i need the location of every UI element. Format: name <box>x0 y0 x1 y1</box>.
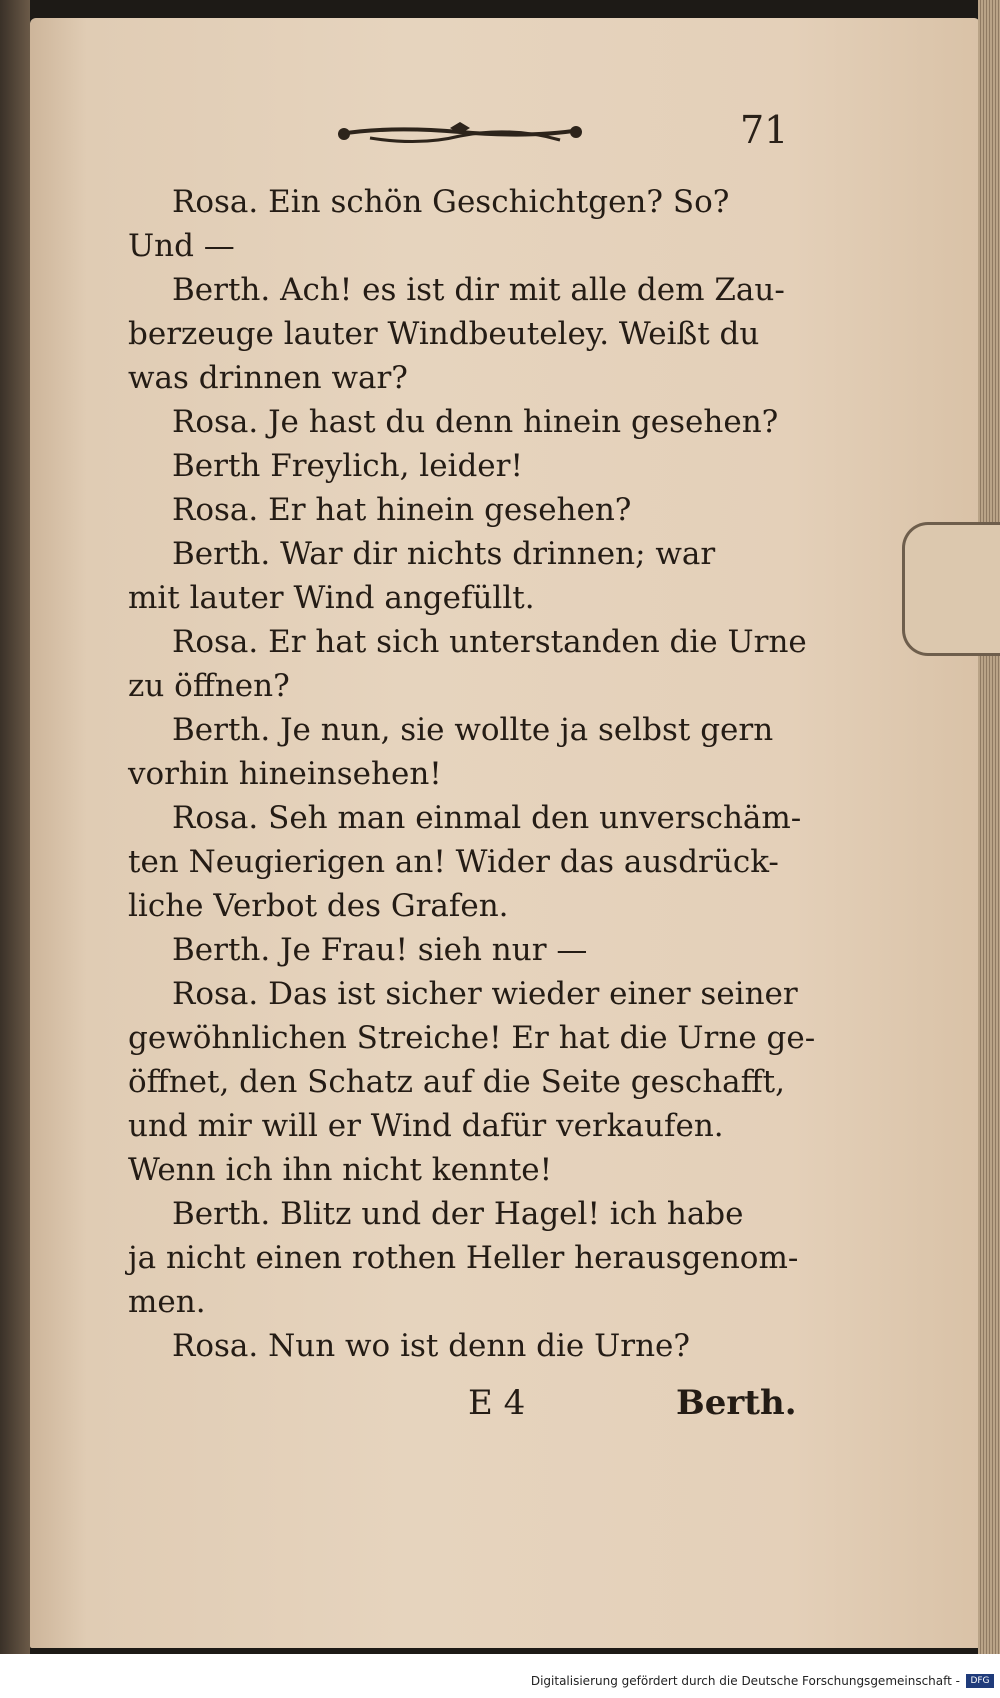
text-line: Rosa. Je hast du denn hinein gesehen? <box>172 404 779 440</box>
book-spine-shadow <box>0 0 30 1660</box>
text-line: Und — <box>128 228 235 264</box>
dfg-logo: DFG <box>966 1674 994 1688</box>
text-line: Berth. Je nun, sie wollte ja selbst gern <box>172 712 774 748</box>
text-line: Rosa. Nun wo ist denn die Urne? <box>172 1328 691 1364</box>
text-line: Rosa. Das ist sicher wieder einer seiner <box>172 976 798 1012</box>
text-line: Berth. Je Frau! sieh nur — <box>172 932 588 968</box>
text-line: Rosa. Er hat hinein gesehen? <box>172 492 632 528</box>
text-line: gewöhnlichen Streiche! Er hat die Urne ge- <box>128 1020 816 1056</box>
page-stack-edge <box>978 0 1000 1660</box>
catchword: Berth. <box>676 1383 797 1423</box>
text-line: mit lauter Wind angefüllt. <box>128 580 535 616</box>
text-line: men. <box>128 1284 206 1320</box>
ornament-icon <box>330 116 590 152</box>
signature-mark: E 4 <box>468 1383 526 1423</box>
text-line: berzeuge lauter Windbeuteley. Weißt du <box>128 316 760 352</box>
text-line: und mir will er Wind dafür verkaufen. <box>128 1108 724 1144</box>
text-line: Berth. Ach! es ist dir mit alle dem Zau- <box>172 272 785 308</box>
text-line: Rosa. Ein schön Geschichtgen? So? <box>172 184 730 220</box>
text-line: Rosa. Er hat sich unterstanden die Urne <box>172 624 807 660</box>
text-line: liche Verbot des Grafen. <box>128 888 509 924</box>
text-line: ten Neugierigen an! Wider das ausdrück- <box>128 844 779 880</box>
text-line: was drinnen war? <box>128 360 408 396</box>
funding-credit: Digitalisierung gefördert durch die Deutsche Forschungsgemeinschaft - <box>530 1674 960 1688</box>
text-line: ja nicht einen rothen Heller herausgenom- <box>128 1240 799 1276</box>
text-line: Wenn ich ihn nicht kennte! <box>128 1152 553 1188</box>
page-tab-marker <box>902 522 1000 656</box>
text-line: Rosa. Seh man einmal den unverschäm- <box>172 800 802 836</box>
text-line: vorhin hineinsehen! <box>128 756 442 792</box>
text-line: Berth. War dir nichts drinnen; war <box>172 536 716 572</box>
text-block <box>128 180 816 1368</box>
page-number: 71 <box>740 108 789 152</box>
text-line: öffnet, den Schatz auf die Seite geschafft, <box>128 1064 785 1100</box>
text-line: Berth Freylich, leider! <box>172 448 523 484</box>
digitization-footer <box>0 1654 1000 1698</box>
text-line: zu öffnen? <box>128 668 290 704</box>
text-line: Berth. Blitz und der Hagel! ich habe <box>172 1196 744 1232</box>
